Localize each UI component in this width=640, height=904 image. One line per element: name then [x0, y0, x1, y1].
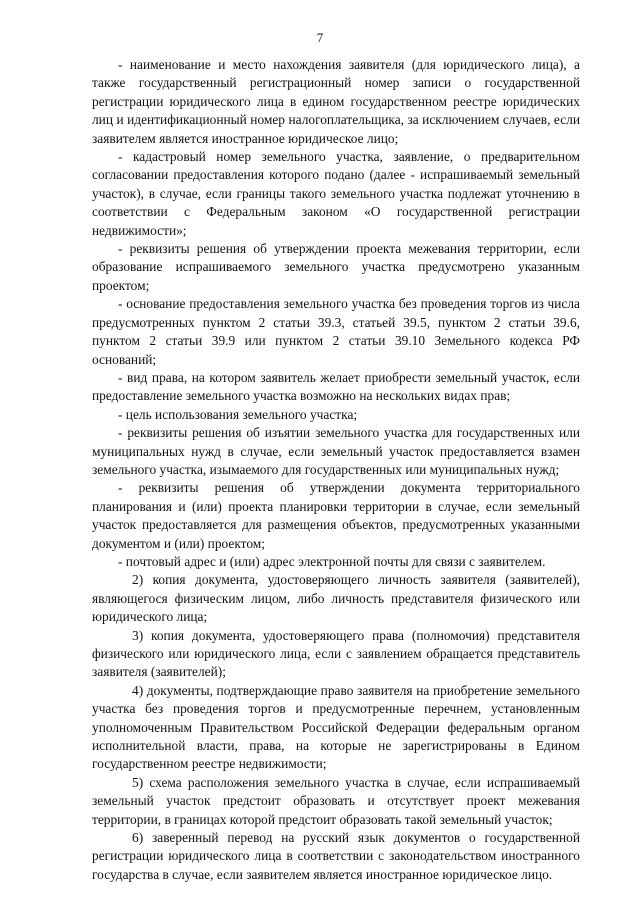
numbered-item-6: 6) заверенный перевод на русский язык документов о государственной регистрации юридического лица в соответствии с законодательством иностранного государства в случае, если заявителем является иностранное юридическое лицо.	[92, 830, 580, 882]
list-item-survey-project: - реквизиты решения об утверждении проекта межевания территории, если образование испрашиваемого земельного участка предусмотрено указанным проектом;	[92, 241, 580, 293]
list-item-cadastral-number: - кадастровый номер земельного участка, заявление, о предварительном согласовании предоставления которого подано (далее - испрашиваемый земельный участок), в случае, если границы такого земельного участка подлежат уточнению в соответствии с Федеральным законом «О государственной регистрации недвижимости»;	[92, 149, 580, 238]
numbered-item-5: 5) схема расположения земельного участка в случае, если испрашиваемый земельный участок предстоит образовать и отсутствует проект межевания территории, в границах которой предстоит образовать такой земельный участок;	[92, 774, 580, 827]
list-item-purpose: - цель использования земельного участка;	[118, 406, 358, 422]
list-item-basis: - основание предоставления земельного участка без проведения торгов из числа предусмотренных пунктом 2 статьи 39.3, статьей 39.5, пунктом 2 статьи 39.6, пунктом 2 статьи 39.9 или пунктом 2 статьи 39.10 Земельного кодекса РФ оснований;	[92, 296, 580, 367]
list-item-withdrawal-decision: - реквизиты решения об изъятии земельного участка для государственных или муниципальных нужд в случае, если земельный участок предоставляется взамен земельного участка, изымаемого для государственных или муниципальных нужд;	[92, 425, 580, 477]
numbered-item-4: 4) документы, подтверждающие право заявителя на приобретение земельного участка без проведения торгов и предусмотренные перечнем, установленным уполномоченным Правительством Российской Федерации федеральным органом исполнительной власти, права, на которые не зарегистрированы в Едином государственном реестре недвижимости;	[92, 682, 580, 772]
page-number: 7	[316, 30, 324, 45]
numbered-item-2: 2) копия документа, удостоверяющего личность заявителя (заявителей), являющегося физическим лицом, либо личность представителя физического или юридического лица;	[92, 572, 580, 625]
numbered-item-3: 3) копия документа, удостоверяющего права (полномочия) представителя физического или юридического лица, если с заявлением обращается представитель заявителя (заявителей);	[92, 627, 580, 680]
list-item-applicant-name: - наименование и место нахождения заявителя (для юридического лица), а также государственный регистрационный номер записи о государственной регистрации юридического лица в едином государственном реестре юридических лиц и идентификационный номер налогоплательщика, за исключением случаев, если заявителем является иностранное юридическое лицо;	[92, 57, 580, 146]
document-body	[92, 56, 580, 884]
list-item-contact-address: - почтовый адрес и (или) адрес электронной почты для связи с заявителем.	[118, 553, 546, 569]
list-item-right-type: - вид права, на котором заявитель желает приобрести земельный участок, если предоставление земельного участка возможно на нескольких видах прав;	[92, 369, 580, 404]
list-item-planning-document: - реквизиты решения об утверждении документа территориального планирования и (или) проекта планировки территории в случае, если земельный участок предоставляется для размещения объектов, предусмотренных указанными документом и (или) проектом;	[92, 480, 580, 551]
